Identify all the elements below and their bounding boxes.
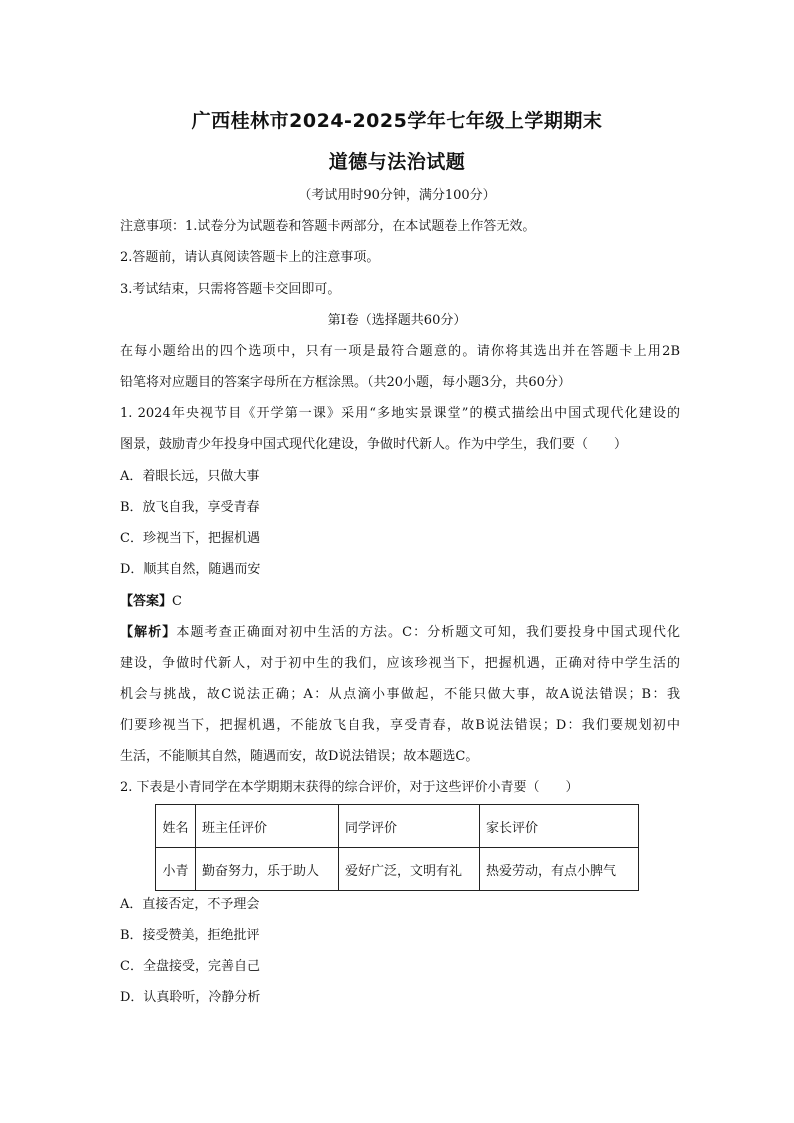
q1-analysis-3: 机会与挑战，故C说法正确；A：从点滴小事做起，不能只做大事，故A说法错误；B：我 [120,687,680,702]
table-cell: 勤奋努力，乐于助人 [196,848,339,891]
exam-title: 广西桂林市2024-2025学年七年级上学期期末 [191,110,603,132]
q1-analysis-5: 生活，不能顺其自然，随遇而安，故D说法错误；故本题选C。 [120,749,479,764]
table-header-row [156,805,639,848]
q1-stem-2: 图景，鼓励青少年投身中国式现代化建设，争做时代新人。作为中学生，我们要（ ） [120,437,628,452]
analysis-text-1: 本题考查正确面对初中生活的方法。C：分析题文可知，我们要投身中国式现代化 [176,625,680,640]
analysis-label: 【解析】 [120,625,177,640]
section-instructions-2: 铅笔将对应题目的答案字母所在方框涂黑。（共20小题，每小题3分，共60分） [120,375,571,390]
note-2: 2.答题前，请认真阅读答题卡上的注意事项。 [120,250,380,265]
table-cell: 爱好广泛，文明有礼 [339,848,480,891]
table-header-cell: 姓名 [156,805,196,848]
section-heading: 第Ⅰ卷（选择题共60分） [327,313,467,328]
q1-analysis-4: 们要珍视当下，把握机遇，不能放飞自我，享受青春，故B说法错误；D：我们要规划初中 [120,718,680,733]
q1-analysis-1 [120,625,680,641]
q2-option-c: C．全盘接受，完善自己 [120,959,260,974]
section-instructions-1: 在每小题给出的四个选项中，只有一项是最符合题意的。请你将其选出并在答题卡上用2B [120,344,680,359]
table-header-cell: 家长评价 [480,805,639,848]
answer-value: C [172,594,182,609]
note-1: 注意事项：1.试卷分为试题卷和答题卡两部分，在本试题卷上作答无效。 [120,219,536,234]
table-cell: 小青 [156,848,196,891]
q2-option-a: A．直接否定，不予理会 [120,897,260,912]
q1-analysis-2: 建设，争做时代新人，对于初中生的我们，应该珍视当下，把握机遇，正确对待中学生活的 [120,656,680,671]
answer-label: 【答案】 [120,594,173,609]
table-header-cell: 同学评价 [339,805,480,848]
q1-option-c: C．珍视当下，把握机遇 [120,531,260,546]
q2-option-b: B．接受赞美，拒绝批评 [120,928,260,943]
table-row [156,848,639,891]
q1-option-a: A．着眼长远，只做大事 [120,469,260,484]
q1-stem-1: 1. 2024年央视节目《开学第一课》采用“多地实景课堂”的模式描绘出中国式现代化建设的 [120,406,680,421]
q2-stem: 2. 下表是小青同学在本学期期末获得的综合评价，对于这些评价小青要（ ） [120,780,579,795]
q1-option-d: D．顺其自然，随遇而安 [120,562,261,577]
note-3: 3.考试结束，只需将答题卡交回即可。 [120,282,341,297]
exam-subject: 道德与法治试题 [328,151,466,173]
table-cell: 热爱劳动，有点小脾气 [480,848,639,891]
q2-option-d: D．认真聆听，冷静分析 [120,990,261,1005]
exam-info: （考试用时90分钟，满分100分） [298,188,496,203]
evaluation-table [155,804,639,891]
q1-answer [120,594,680,610]
q1-option-b: B．放飞自我，享受青春 [120,500,260,515]
table-header-cell: 班主任评价 [196,805,339,848]
